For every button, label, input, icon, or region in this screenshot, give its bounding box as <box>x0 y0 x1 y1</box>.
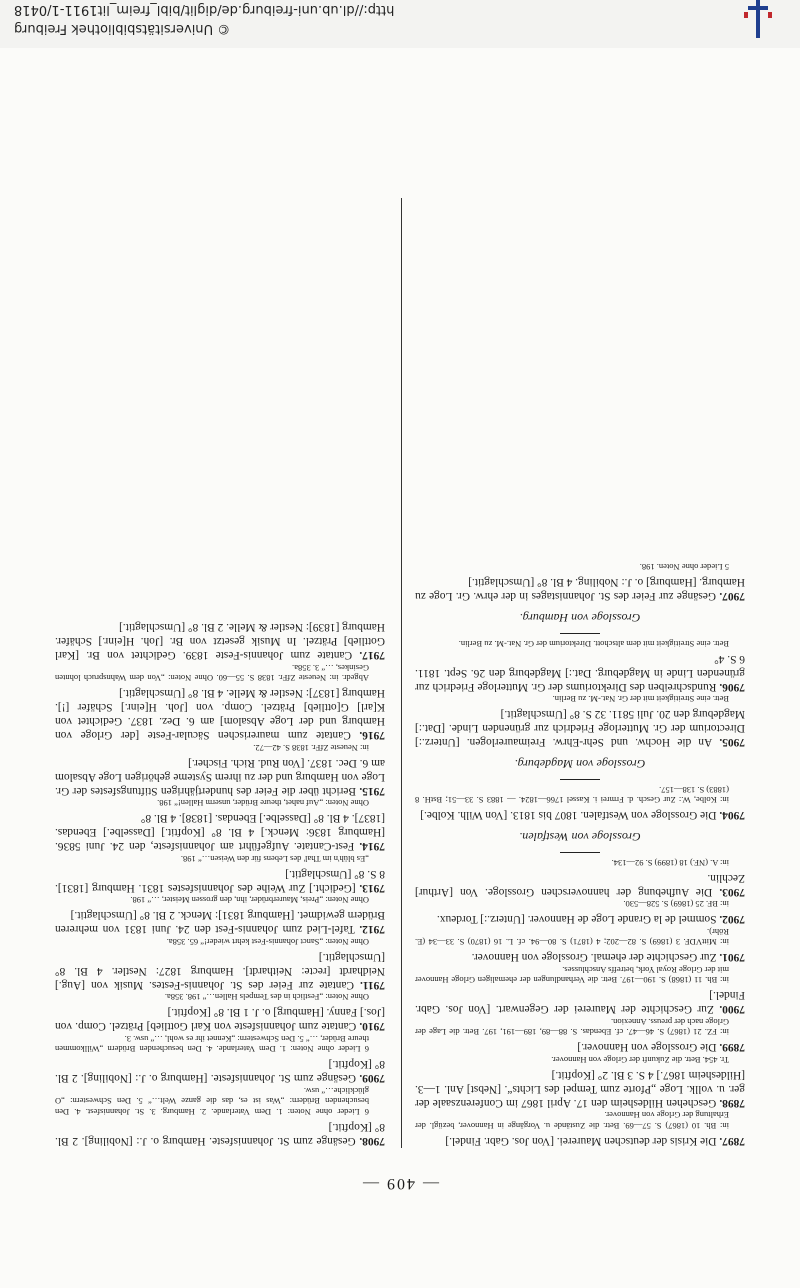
section-heading: Grossloge von Hamburg. <box>519 611 641 626</box>
entry-text: Cantate zum Johannisfeste von Karl Gottlieb] Prätzel. Comp. von [Jos.] Fanny. [Hamburg] o. J. 1 Bl. 8° [Kopftit.] <box>55 1006 385 1033</box>
entry-text: Die Grossloge von Hannover.] <box>577 1041 717 1054</box>
entry-number: 7907. <box>716 590 745 603</box>
catalog-entry <box>55 687 385 743</box>
entry-text: Cantate zum maurerischen Säcular-Feste [der Grloge von Hamburg und der Loge Absalom] am 6. Dez. 1837. Gedichtet von K[arl] G[ottlieb] Prätzel. Comp. von [Joh. H[einr.] Schäfer [!]. Hamburg [1837]: Nestler & Melle. 4 Bl. 8° [Umschlagtit.] <box>55 687 385 742</box>
left-column <box>415 562 745 1148</box>
entry-text: [Gedicht.] Zur Weihe des Johannisfestes 1831. Hamburg [1831]. 8 S. 8° [Umschlagtit.] <box>55 868 385 894</box>
catalog-entry <box>415 989 745 1017</box>
entry-text: Cantate zum Johannis-Feste 1839. Gedichtet von Br. [Karl Gottlieb] Prätzel. In Musik gesetzt von Br. [Joh. H[einr.] Schäfer. Hamburg [1839]: Nestler & Melle. 2 Bl. 8° [Umschlagtit.] <box>55 621 385 662</box>
catalog-entry <box>415 1068 745 1110</box>
entry-note: in: FZ. 21 (1867) S. 46—47. cf. Ebendas. S. 88—89, 189—191, 197. Betr. die Lage der Grloge nach der preuss. Annexion. <box>415 1017 729 1038</box>
entry-number: 7911. <box>354 979 385 991</box>
section-heading: Grossloge von Westfalen. <box>519 830 641 845</box>
catalog-entry <box>55 1120 385 1148</box>
catalog-entry <box>55 1006 385 1034</box>
entry-number: 7901. <box>716 951 745 964</box>
viewer-banner <box>0 0 800 48</box>
entry-text: Geschehen Hildesheim den 17. April 1867 im Conferenzsaale der ger. u. vollk. Loge „Pforte zum Tempel des Lichts“. [Nebst] Anl. 1—3. [Hildesheim 1867.] 4 S. 3 Bl. 2° [Kopftit.] <box>415 1069 745 1109</box>
entry-number: 7899. <box>716 1041 745 1054</box>
entry-note: Betr. eine Streitigkeit mit dem altschott. Direktorium der Gr. Nat.-M. zu Berlin. <box>458 639 729 649</box>
entry-text: Die Grossloge von Westfalen. 1807 bis 1813. [Von Wilh. Kolbe.] <box>420 809 717 822</box>
entry-note: in: A. (NF.) 18 (1899) S. 92—134. <box>611 858 729 868</box>
entry-text: Fest-Cantate. Aufgeführt am Johannisfeste, den 24. Juni 5836. [Hamburg 1836: Menck.] 4 Bl. 8° [Kopftit.] [Dasselbe.] Ebendas. [1837]. 4 Bl. 8° [Dasselbe.] Ebendas. [1838]. 4 Bl. 8° <box>55 812 385 853</box>
entry-note: in: Kolbe, W.: Zur Gesch. d. Frmrei i. Kassel 1766—1824. — 1883 S. 33—51; BstH. 8 (1883) S. 138—157. <box>415 785 729 806</box>
entry-note: Ohne Noten: „Sanct Johannis-Fest kehrt wieder!“ 65. 358a. <box>166 937 369 947</box>
url-line[interactable]: http://dl.ub.uni-freiburg.de/diglit/bibl_freim_lit1911-1/0418 <box>14 2 395 17</box>
entry-number: 7914. <box>354 840 385 853</box>
right-column <box>55 618 385 1149</box>
entry-note: Betr. eine Streitigkeit mit der Gr. Nat.-M. zu Berlin. <box>552 694 729 705</box>
catalog-entry <box>55 1058 385 1086</box>
entry-note: 6 Lieder ohne Noten: 1. Dem Vaterlande. 2. Hamburg. 3. St. Johannisfest. 4. Den besuchenden Brüdern: „Was ist es, das die ganze Welt…“ 5. Den Schwestern: „O glückliche…“ usw. <box>55 1086 369 1117</box>
catalog-entry <box>415 913 745 927</box>
catalog-entry <box>55 909 385 937</box>
entry-number: 7915. <box>356 785 385 797</box>
catalog-entry <box>55 950 385 992</box>
page-number: — 409 — <box>361 1175 439 1192</box>
entry-number: 7917. <box>352 649 385 662</box>
entry-text: Zur Geschichte der Maurerei der Gegenwart. [Von Jos. Gabr. Findel.] <box>414 989 745 1016</box>
banner-text <box>14 0 754 38</box>
rotated-page-content <box>0 48 800 1288</box>
entry-text: Bericht über die Feier des hundertjährigen Stiftungsfestes der Gr. Loge von Hamburg und der zu ihrem Systeme gehörigen Loge Absalom am 6. Dec. 1837. [Von Rud. Rich. Fischer.] <box>55 757 385 797</box>
entry-text: An die Hochw. und Sehr-Ehrw. Freimaurerlogen. [Unterz.:] Directorium der Gr. Mutterloge Friedrich zur grünenden Linde. [Dat.:] Magdeburg den 20. Juli 5811. 32 S. 8° [Umschlagtit.] <box>415 708 745 749</box>
entry-note: in: Bh. 10 (1867) S. 57—69. Betr. die Zustände u. Vorgänge in Hannover, bezügl. der Erhaltung der Grloge von Hannover. <box>415 1110 729 1131</box>
entry-note: Ohne Noten: „Preis, Maurerbrüder, ihn, den grossen Meister, …“ 198. <box>130 895 369 906</box>
entry-number: 7898. <box>716 1097 745 1109</box>
section-rule <box>560 634 600 635</box>
entry-text: Sommel de la Grande Loge de Hannover. [Unterz.:] Tordeux. <box>436 913 717 926</box>
entry-text: Die Krisis der deutschen Maurerei. [Von Jos. Gabr. Findel.] <box>445 1135 717 1147</box>
entry-number: 7916. <box>350 729 385 742</box>
catalog-entry <box>55 867 385 895</box>
catalog-entry <box>415 652 745 694</box>
entry-number: 7897. <box>716 1135 745 1147</box>
section-rule <box>560 853 600 854</box>
entry-text: Gesänge zur Feier des St. Johannistages in der ehrw. Gr. Loge zu Hamburg. [Hamburg] o. J.: Nobiling. 4 Bl. 8° [Umschlagtit.] <box>414 576 745 603</box>
catalog-entry <box>415 576 745 604</box>
entry-number: 7906. <box>716 681 745 693</box>
catalog-entry <box>415 809 745 823</box>
catalog-entry <box>55 621 385 663</box>
entry-number: 7902. <box>716 913 745 926</box>
entry-number: 7909. <box>356 1072 385 1085</box>
catalog-entry <box>415 951 745 965</box>
entry-note: in: Bh. 11 (1868) S. 190—197. Betr. die Verhandlungen der ehemaligen Grloge Hannover mit der Grloge Royal York, betreffs Anschlusses. <box>415 965 729 986</box>
document-page <box>0 48 800 1288</box>
catalog-entry <box>415 1041 745 1055</box>
entry-text: Rundschreiben des Direktoriums der Gr. Mutterloge Friedrich zur grünenden Linde in Magdeburg. Dat.:] Magdeburg den 26. Sept. 1811. 6 S. 4° <box>415 653 745 693</box>
catalog-entry <box>55 756 385 798</box>
section-rule <box>560 780 600 781</box>
entry-text: Cantate zur Feier des St. Johannis-Festes. Musik von [Aug.] Neidhardt [recte: Neithardt]. Hamburg 1827: Nestler. 4 Bl. 8° [Umschlagtit.] <box>55 951 385 991</box>
catalog-entry <box>415 871 745 899</box>
column-divider <box>401 198 402 1148</box>
entry-note: 6 Lieder ohne Noten: 1. Dem Vaterlande. 4. Den besuchenden Brüdern „Willkommen theure Brüder, …“ 5. Den Schwestern: „Kennet ihr es wohl, …“ usw. 3. <box>55 1034 369 1055</box>
entry-number: 7900. <box>713 1003 745 1016</box>
entry-text: Zur Geschichte der ehemal. Grossloge von Hannover. <box>471 951 717 964</box>
catalog-entry <box>415 708 745 750</box>
entry-text: Gesänge zum St. Johannisfeste. Hamburg o. J.: [Nobiling]. 2 Bl. 8° [Kopftit.] <box>55 1121 385 1147</box>
entry-note: 5 Lieder ohne Noten. 198. <box>639 562 729 573</box>
entry-number: 7910. <box>356 1020 385 1033</box>
entry-number: 7912. <box>354 923 385 936</box>
entry-note: Tr. 454. Betr. die Zukunft der Grloge von Hannover. <box>551 1055 729 1065</box>
entry-note: in: MittVDF. 3 (1869) S. 82—202; 4 (1871) S. 80—94. cf. L. 16 (1870) S. 33—34 (E. Röhr). <box>415 927 729 948</box>
entry-text: Tafel-Lied zum Johannis-Fest den 24. Juni 1831 von mehreren Brüdern gewidmet. [Hamburg 1831]: Menck. 2 Bl. 8° [Umschlagtit.] <box>55 909 385 936</box>
entry-note: in: Neueste ZfFr. 1838 S. 42—72. <box>253 743 369 753</box>
copyright-line: © Universitätsbibliothek Freiburg <box>14 21 231 36</box>
entry-note: „Es blüh'n im Thal' des Lebens für den Weisen…“ 198. <box>180 854 369 864</box>
entry-number: 7904. <box>716 809 745 822</box>
entry-number: 7903. <box>712 886 745 898</box>
university-logo-icon <box>740 0 780 40</box>
entry-note: Abgedr. in: Neueste ZfFr. 1838 S. 55—60. Ohne Noten: „Von dem Wahnspruch lohnten Gesinkes, …“ 3. 358a. <box>55 663 369 684</box>
entry-number: 7905. <box>712 736 745 749</box>
entry-text: Gesänge zum St. Johannisfeste. [Hamburg o. J.: [Nobiling]. 2 Bl. 8° [Kopftit.] <box>54 1058 385 1085</box>
section-heading: Grossloge von Magdeburg. <box>514 757 646 772</box>
catalog-entry <box>55 812 385 854</box>
catalog-entry <box>415 1134 745 1148</box>
entry-note: in: BF. 25 (1869) S. 528—530. <box>623 899 729 910</box>
entry-number: 7913. <box>355 882 385 894</box>
entry-text: Die Aufhebung der hannoverschen Grossloge. Von [Arthur] Zechlin. <box>415 872 745 898</box>
entry-note: Ohne Noten: „Auf nahet, theure Brüder, unserm Hallen!“ 198. <box>157 798 369 809</box>
entry-number: 7908. <box>355 1135 385 1147</box>
entry-note: Ohne Noten: „Festlich in des Tempels Hallen…“ 198. 358a. <box>164 992 369 1003</box>
